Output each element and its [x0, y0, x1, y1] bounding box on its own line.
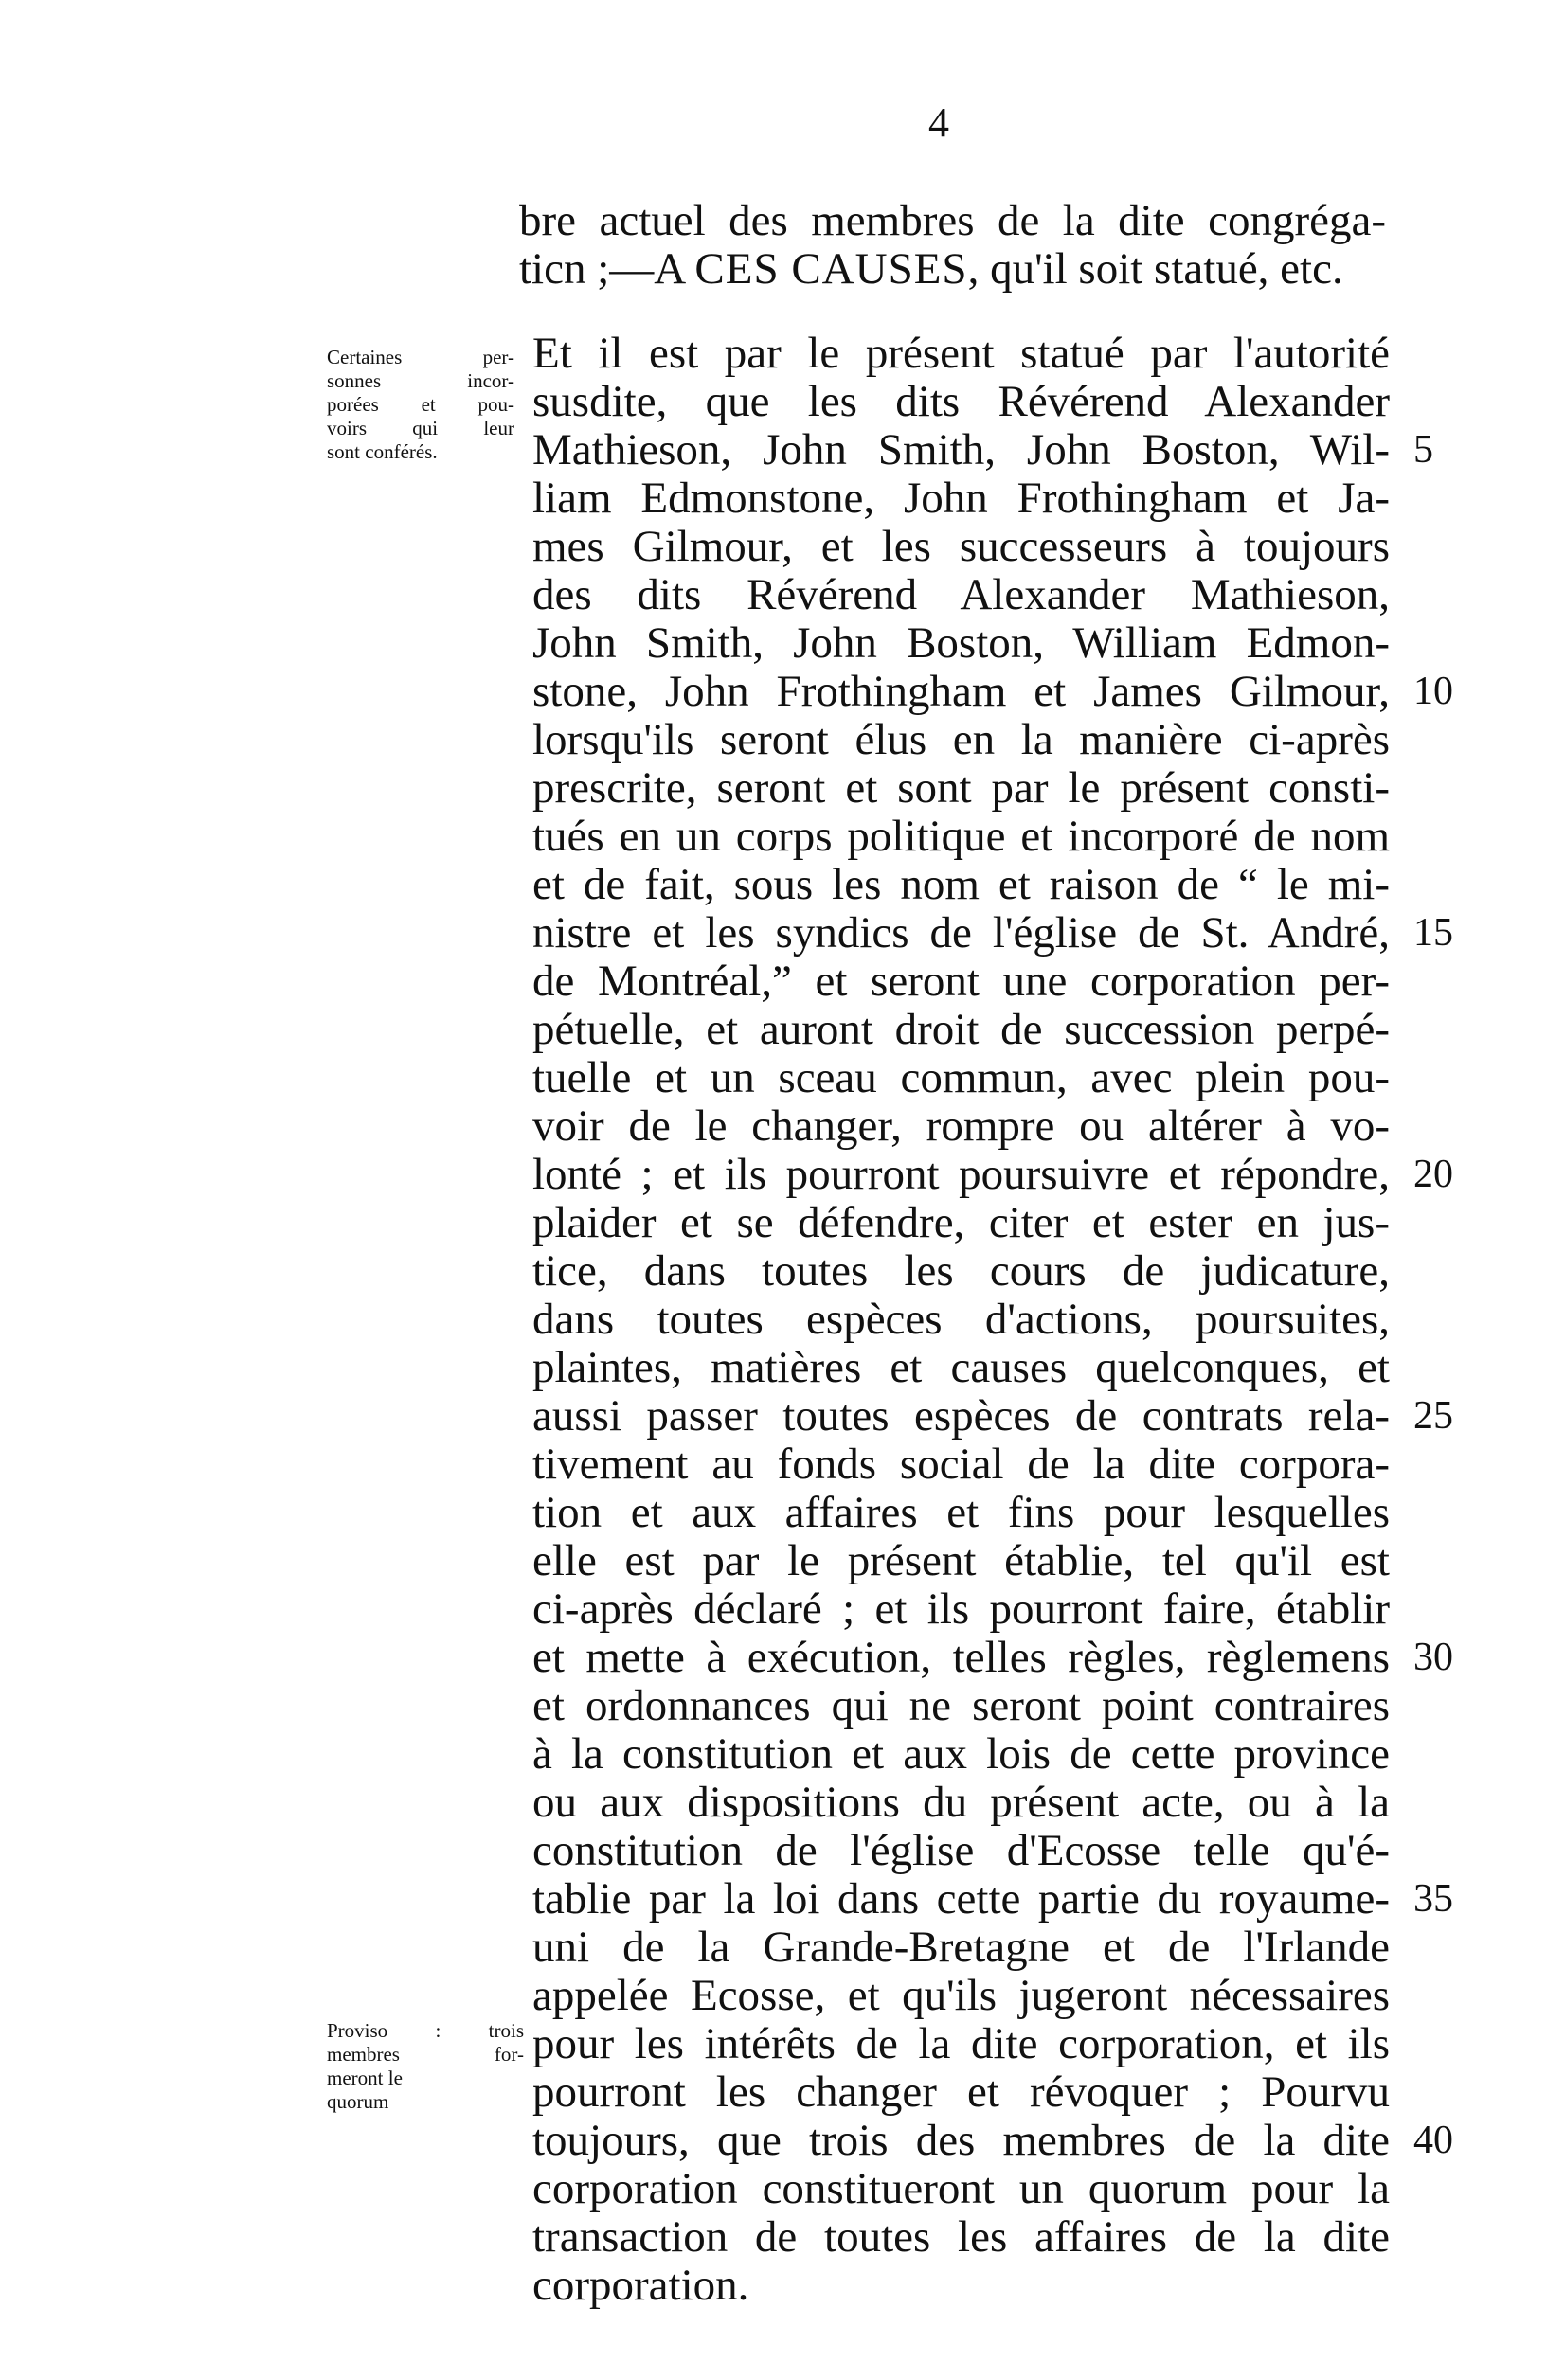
body-line-text: appelée Ecosse, et qu'ils jugeront nécessaires [532, 1971, 1390, 2020]
body-line-text: Et il est par le présent statué par l'autorité [532, 329, 1390, 378]
line-number: 5 [1413, 428, 1433, 472]
margin-note-line: sont conférés. [327, 440, 438, 463]
margin-note-line: voirs qui leur [327, 417, 514, 439]
body-line [532, 1247, 1390, 1296]
body-line [532, 957, 1390, 1006]
body-line [532, 1344, 1390, 1392]
body-line-text: et mette à exécution, telles règles, règlemens [532, 1633, 1390, 1682]
body-line [532, 667, 1453, 716]
body-line [532, 2116, 1453, 2165]
body-line-text: et de fait, sous les nom et raison de “ le mi- [532, 860, 1390, 909]
body-line [532, 1779, 1390, 1827]
margin-note-line: porées et pou- [327, 393, 514, 416]
body-line [532, 1150, 1453, 1199]
body-line-text: de Montréal,” et seront une corporation per- [532, 957, 1390, 1006]
body-line [532, 1102, 1390, 1151]
body-line-text: tués en un corps politique et incorporé de nom [532, 812, 1390, 861]
line-number: 35 [1413, 1877, 1453, 1921]
body-line-text: pourront les changer et révoquer ; Pourvu [532, 2067, 1390, 2117]
line-number: 40 [1413, 2119, 1453, 2162]
body-line-text: ou aux dispositions du présent acte, ou à la [532, 1778, 1390, 1827]
body-line [532, 1006, 1390, 1054]
body-line [532, 1730, 1390, 1779]
intro-paragraph [519, 197, 1386, 294]
body-line [532, 813, 1390, 861]
body-line-text: tuelle et un sceau commun, avec plein pou- [532, 1053, 1390, 1102]
body-line [532, 2262, 1390, 2310]
body-line [532, 2165, 1390, 2213]
body-line-text: aussi passer toutes espèces de contrats rela- [532, 1391, 1390, 1441]
body-line-text: lorsqu'ils seront élus en la manière ci-après [532, 715, 1390, 764]
body-line [532, 2068, 1390, 2117]
margin-note-line: quorum [327, 2090, 389, 2113]
body-line [532, 1924, 1390, 1972]
body-line [532, 1441, 1390, 1489]
page-number: 4 [928, 99, 949, 146]
body-line [532, 474, 1390, 523]
body-line-text: et ordonnances qui ne seront point contraires [532, 1681, 1390, 1730]
body-line [532, 1489, 1390, 1537]
body-line-text: transaction de toutes les affaires de la dite [532, 2212, 1390, 2262]
body-line-text: corporation. [532, 2261, 749, 2310]
body-line-text: pour les intérêts de la dite corporation, et ils [532, 2019, 1390, 2068]
statute-body [532, 329, 1453, 2310]
margin-note-line: sonnes incor- [327, 369, 514, 392]
body-line-text: lonté ; et ils pourront poursuivre et répondre, [532, 1150, 1390, 1199]
line-number: 30 [1413, 1636, 1453, 1679]
body-line [532, 764, 1390, 813]
body-line-text: dans toutes espèces d'actions, poursuites, [532, 1295, 1390, 1344]
body-line [532, 908, 1453, 957]
body-line-text: liam Edmonstone, John Frothingham et Ja- [532, 474, 1390, 523]
line-number: 15 [1413, 911, 1453, 955]
body-line [532, 1827, 1390, 1875]
body-line [532, 1537, 1390, 1585]
body-line [532, 1585, 1390, 1634]
body-line [532, 1633, 1453, 1682]
body-line [532, 619, 1390, 668]
body-line-text: prescrite, seront et sont par le présent consti- [532, 763, 1390, 813]
margin-note-line: meront le [327, 2067, 403, 2089]
body-line-text: des dits Révérend Alexander Mathieson, [532, 570, 1390, 619]
margin-note-quorum [327, 2019, 524, 2114]
margin-note-line: membres for- [327, 2043, 524, 2066]
margin-note-incorporation [327, 346, 514, 464]
body-line-text: Mathieson, John Smith, John Boston, Wil- [532, 425, 1390, 474]
intro-line-text: ticn ;—A [519, 244, 695, 294]
body-line [532, 1296, 1390, 1344]
body-line-text: voir de le changer, rompre ou altérer à vo- [532, 1101, 1390, 1151]
body-line-text: stone, John Frothingham et James Gilmour, [532, 667, 1390, 716]
body-line-text: ci-après déclaré ; et ils pourront faire, établir [532, 1584, 1390, 1634]
body-line [532, 1054, 1390, 1102]
body-line-text: constitution de l'église d'Ecosse telle qu'é- [532, 1826, 1390, 1875]
body-line [532, 1972, 1390, 2020]
body-line-text: plaider et se défendre, citer et ester en jus- [532, 1198, 1390, 1247]
body-line-text: nistre et les syndics de l'église de St. André, [532, 908, 1390, 957]
body-line [532, 716, 1390, 764]
margin-note-line: Proviso : trois [327, 2019, 524, 2042]
body-line-text: tablie par la loi dans cette partie du royaume- [532, 1874, 1390, 1924]
line-number: 10 [1413, 670, 1453, 713]
body-line-text: pétuelle, et auront droit de succession perpé- [532, 1005, 1390, 1054]
body-line-text: à la constitution et aux lois de cette province [532, 1729, 1390, 1779]
margin-note-line: Certaines per- [327, 346, 514, 368]
body-line [532, 1874, 1453, 1924]
body-line [532, 1682, 1390, 1730]
body-line-text: tice, dans toutes les cours de judicature, [532, 1246, 1390, 1296]
body-line [532, 2213, 1390, 2262]
body-line-text: mes Gilmour, et les successeurs à toujours [532, 522, 1390, 571]
line-number: 25 [1413, 1394, 1453, 1438]
intro-line [519, 245, 1386, 294]
body-line [532, 1199, 1390, 1247]
body-line [532, 523, 1390, 571]
body-line-text: tion et aux affaires et fins pour lesquelles [532, 1488, 1390, 1537]
body-line-text: susdite, que les dits Révérend Alexander [532, 377, 1390, 426]
line-number: 20 [1413, 1153, 1453, 1196]
body-line-text: tivement au fonds social de la dite corpora- [532, 1440, 1390, 1489]
intro-line [519, 197, 1386, 245]
body-line [532, 571, 1390, 619]
body-line [532, 2020, 1390, 2068]
body-line-text: uni de la Grande-Bretagne et de l'Irlande [532, 1923, 1390, 1972]
body-line [532, 425, 1433, 474]
intro-line-text: bre actuel des membres de la dite congréga- [519, 196, 1386, 245]
body-line-text: John Smith, John Boston, William Edmon- [532, 618, 1390, 668]
body-line [532, 330, 1390, 378]
body-line-text: corporation constitueront un quorum pour la [532, 2164, 1390, 2213]
body-line-text: toujours, que trois des membres de la dite [532, 2116, 1390, 2165]
small-caps-phrase: CES CAUSES [694, 244, 968, 294]
body-line [532, 861, 1390, 909]
body-line [532, 1391, 1453, 1441]
body-line-text: elle est par le présent établie, tel qu'il est [532, 1536, 1390, 1585]
body-line [532, 378, 1390, 426]
intro-line-text: , qu'il soit statué, etc. [967, 244, 1343, 294]
body-line-text: plaintes, matières et causes quelconques, et [532, 1343, 1390, 1392]
